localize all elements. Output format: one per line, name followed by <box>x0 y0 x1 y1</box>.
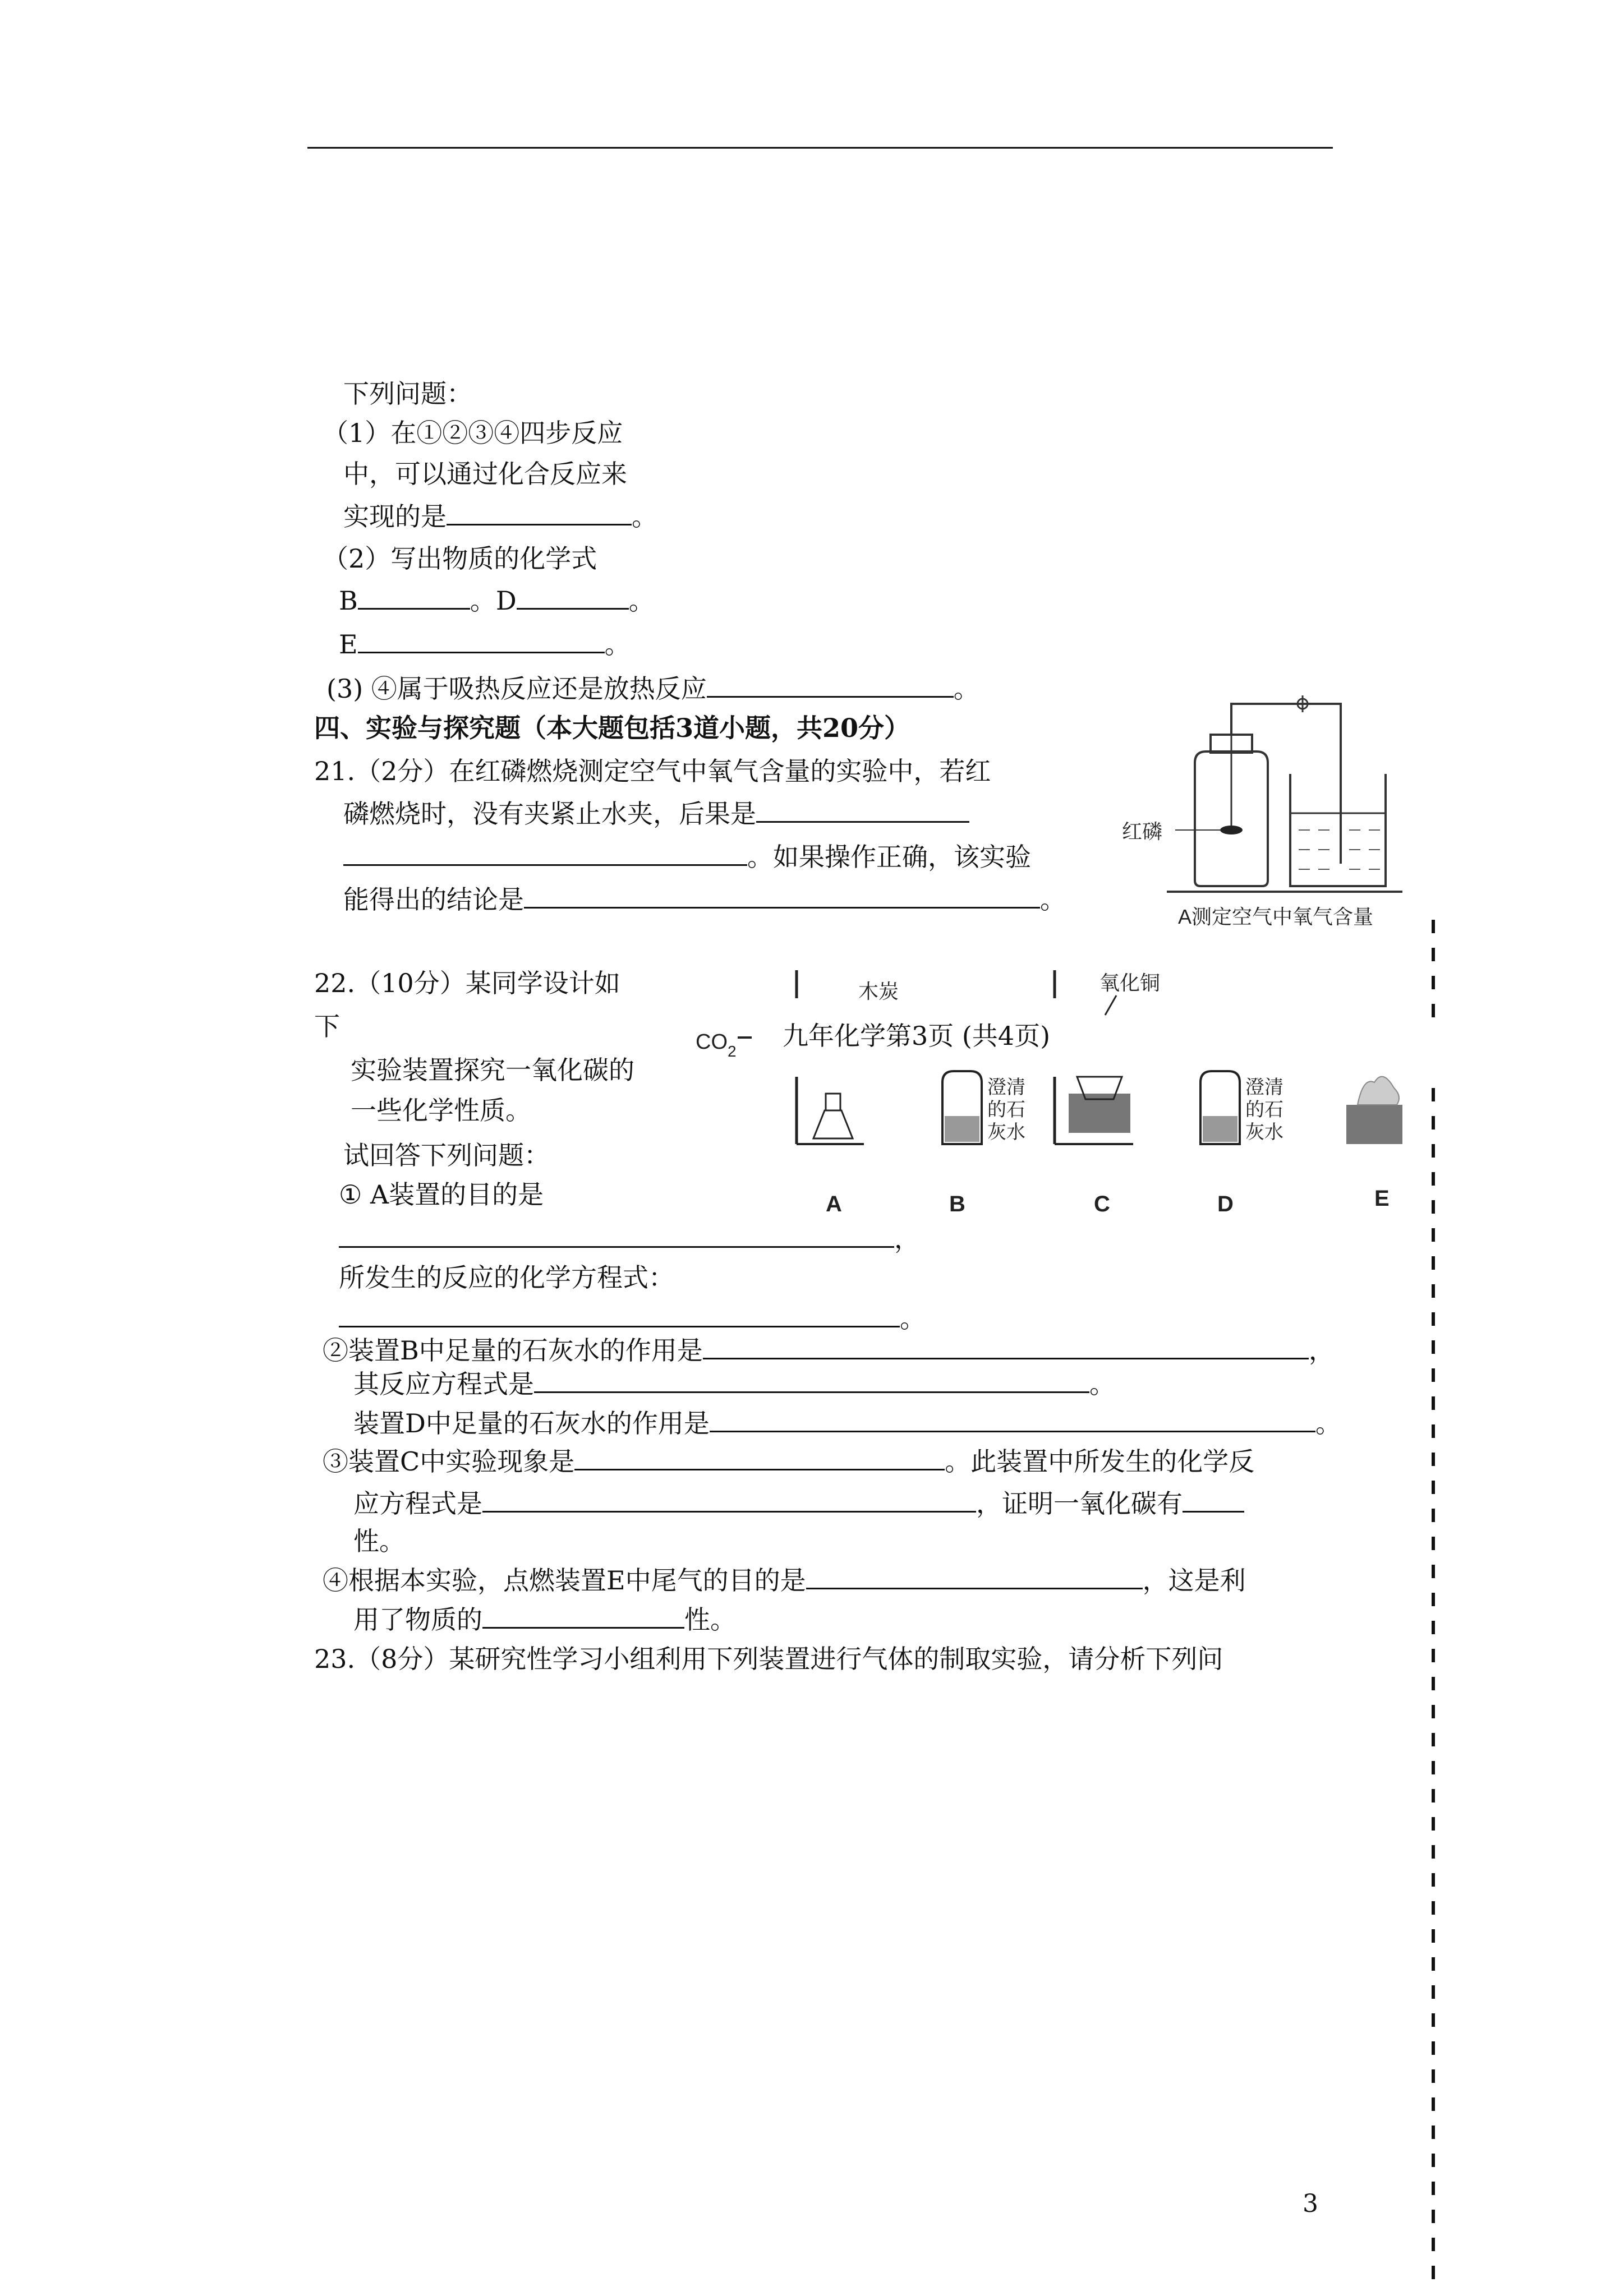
q22-item3a-text2: 。此装置中所发生的化学反 <box>945 1446 1255 1477</box>
label-d: 。D <box>470 585 517 616</box>
dash-segment <box>1432 1088 1435 1101</box>
q22-item2c-text: 装置D中足量的石灰水的作用是 <box>353 1408 710 1439</box>
q20-part2-bd <box>339 583 655 617</box>
dash-segment <box>1432 1312 1435 1326</box>
label-c: C <box>1094 1192 1110 1216</box>
dash-segment <box>1432 1453 1435 1466</box>
q21-line3-text: 。如果操作正确，该实验 <box>747 842 1031 872</box>
dash-segment <box>1432 1565 1435 1578</box>
page-footer-overlay: 九年化学第3页 (共4页) <box>783 1019 1050 1053</box>
limewater-b-line3: 灰水 <box>987 1122 1025 1143</box>
dash-segment <box>1432 1985 1435 1999</box>
q22-item2a-text: ②装置B中足量的石灰水的作用是 <box>323 1335 703 1366</box>
dash-segment <box>1432 1929 1435 1943</box>
limewater-b-line2: 的石 <box>987 1099 1025 1121</box>
label-b: B <box>949 1192 965 1216</box>
q22-item1: ① A装置的目的是 <box>339 1179 544 1210</box>
dash-segment <box>1432 1873 1435 1887</box>
limewater-d-line3: 灰水 <box>1245 1122 1283 1143</box>
q22-item2a <box>323 1333 1335 1367</box>
q20-part3 <box>326 671 979 706</box>
dash-segment <box>1432 2266 1435 2279</box>
dash-segment <box>1432 1200 1435 1214</box>
answer-blank <box>482 1486 976 1513</box>
q22-line1: 22.（10分）某同学设计如 <box>314 968 620 998</box>
dash-segment <box>1432 1481 1435 1494</box>
answer-blank <box>756 796 969 823</box>
q22-item4b-text: 用了物质的 <box>353 1605 482 1635</box>
dash-segment <box>1432 1621 1435 1634</box>
q21-line2-text: 磷燃烧时，没有夹紧止水夹，后果是 <box>343 799 756 829</box>
figure-caption: A测定空气中氧气含量 <box>1178 905 1374 928</box>
period: 。 <box>632 501 657 532</box>
q22-item1-blank <box>339 1221 920 1256</box>
dash-segment <box>1432 2069 1435 2083</box>
q22-item4a <box>323 1563 1246 1597</box>
q22-item4a-text: ④根据本实验，点燃装置E中尾气的目的是 <box>323 1565 806 1596</box>
period: 。 <box>628 585 655 616</box>
q22-item3b-text2: ，证明一氧化碳有 <box>976 1488 1183 1519</box>
dash-segment <box>1432 2154 1435 2167</box>
dash-segment <box>1432 1957 1435 1971</box>
q22-item2b <box>353 1367 1115 1401</box>
answer-blank <box>574 1444 945 1470</box>
q22-item1b-blank <box>339 1301 926 1335</box>
dash-segment <box>1432 1593 1435 1606</box>
dash-segment <box>1432 1817 1435 1831</box>
dash-segment <box>1432 2013 1435 2027</box>
period: 。 <box>604 629 631 660</box>
label-e: E <box>339 629 358 660</box>
label-d: D <box>1217 1192 1234 1216</box>
q20-part1-line1: （1）在①②③④四步反应 <box>323 418 623 448</box>
answer-blank <box>703 1333 1309 1359</box>
answer-blank <box>447 499 632 525</box>
answer-blank <box>517 583 629 610</box>
dash-segment <box>1432 1845 1435 1859</box>
red-phosphorus-apparatus-figure <box>1122 679 1414 937</box>
q22-item3a-text: ③装置C中实验现象是 <box>323 1446 575 1477</box>
dash-segment <box>1432 1144 1435 1158</box>
q22-item2b-text: 其反应方程式是 <box>353 1369 534 1399</box>
answer-blank <box>358 583 470 610</box>
q21-line4 <box>343 882 1066 916</box>
q20-part1-text: 实现的是 <box>343 501 447 532</box>
period: 。 <box>953 674 979 704</box>
answer-blank <box>358 627 605 653</box>
dash-segment <box>1432 948 1435 961</box>
q22-item3b-text: 应方程式是 <box>353 1488 482 1519</box>
comma: ， <box>894 1224 920 1254</box>
dash-segment <box>1432 1004 1435 1017</box>
dash-segment <box>1432 1901 1435 1915</box>
q20-part1-line2: 中，可以通过化合反应来 <box>343 459 627 489</box>
comma: ， <box>1308 1335 1335 1366</box>
label-e: E <box>1374 1186 1390 1211</box>
q22-line4: 试回答下列问题： <box>343 1140 550 1170</box>
label-b: B <box>339 585 358 616</box>
q23-line1: 23.（8分）某研究性学习小组利用下列装置进行气体的制取实验，请分析下列问 <box>314 1644 1223 1674</box>
answer-blank <box>339 1221 894 1248</box>
dash-segment <box>1432 1340 1435 1354</box>
dash-segment <box>1432 1284 1435 1298</box>
period: 。 <box>1089 1369 1115 1399</box>
dash-segment <box>1432 1424 1435 1438</box>
dash-segment <box>1432 920 1435 933</box>
q22-item3c: 性。 <box>353 1526 405 1556</box>
q21-line1: 21.（2分）在红磷燃烧测定空气中氧气含量的实验中，若红 <box>314 756 991 786</box>
limewater-d-line1: 澄清 <box>1245 1077 1283 1098</box>
answer-blank <box>534 1367 1089 1393</box>
period: 。 <box>1040 884 1066 915</box>
dash-segment <box>1432 1396 1435 1410</box>
dash-segment <box>1432 2238 1435 2251</box>
dash-segment <box>1432 1649 1435 1662</box>
dash-segment <box>1432 1705 1435 1718</box>
dash-segment <box>1432 2041 1435 2055</box>
q22-item3b <box>353 1486 1244 1520</box>
q22-item4b <box>353 1602 736 1636</box>
q20-part1-line3 <box>343 499 657 533</box>
answer-blank <box>524 882 1040 909</box>
dash-segment <box>1432 1228 1435 1242</box>
q21-line4-text: 能得出的结论是 <box>343 884 524 915</box>
q22-line3: 一些化学性质。 <box>351 1095 531 1126</box>
section-heading: 四、实验与探究题（本大题包括3道小题，共20分） <box>314 713 910 743</box>
dash-segment <box>1432 2210 1435 2223</box>
answer-blank <box>707 671 954 698</box>
dash-segment <box>1432 1368 1435 1382</box>
limewater-d-line2: 的石 <box>1245 1099 1283 1121</box>
dash-segment <box>1432 1256 1435 1270</box>
red-phosphorus-label: 红磷 <box>1122 820 1163 843</box>
answer-blank <box>1183 1486 1244 1513</box>
dash-segment <box>1432 1509 1435 1522</box>
q22-line1b: 下 <box>314 1011 340 1041</box>
answer-blank <box>710 1406 1315 1432</box>
co-apparatus-figure <box>696 959 1408 1223</box>
dash-segment <box>1432 1116 1435 1129</box>
page-number: 3 <box>1303 2189 1318 2218</box>
co2-label: $CO_2$ <box>696 1030 737 1060</box>
q22-item4b-text2: 性。 <box>684 1605 736 1635</box>
dash-segment <box>1432 2097 1435 2111</box>
answer-blank <box>482 1602 684 1629</box>
q22-item4a-text2: ，这是利 <box>1142 1565 1246 1596</box>
period: 。 <box>1315 1408 1341 1439</box>
copper-oxide-label: 氧化铜 <box>1099 971 1161 994</box>
dash-segment <box>1432 2126 1435 2139</box>
dash-segment <box>1432 1789 1435 1802</box>
q22-item3a <box>323 1444 1254 1478</box>
q20-part3-text: (3) ④属于吸热反应还是放热反应 <box>326 674 707 704</box>
dash-segment <box>1432 2182 1435 2195</box>
q22-line2: 实验装置探究一氧化碳的 <box>351 1055 634 1085</box>
q20-part2-e <box>339 627 631 661</box>
q21-line2 <box>343 796 969 831</box>
label-a: A <box>826 1192 842 1216</box>
header-rule <box>307 147 1333 149</box>
answer-blank <box>806 1563 1143 1589</box>
dash-segment <box>1432 976 1435 989</box>
dash-segment <box>1432 1172 1435 1186</box>
dash-segment <box>1432 1761 1435 1774</box>
q21-line3 <box>343 840 1031 874</box>
dash-segment <box>1432 1537 1435 1550</box>
q20-part2-heading: （2）写出物质的化学式 <box>323 543 597 574</box>
dash-segment <box>1432 1733 1435 1746</box>
answer-blank <box>343 840 747 866</box>
answer-blank <box>339 1301 900 1327</box>
q20-intro: 下列问题： <box>343 379 472 409</box>
dash-segment <box>1432 1677 1435 1690</box>
q22-item2c <box>353 1406 1341 1440</box>
limewater-b-line1: 澄清 <box>987 1077 1025 1098</box>
charcoal-label: 木炭 <box>858 980 899 1003</box>
period: 。 <box>900 1303 926 1334</box>
q22-item1b: 所发生的反应的化学方程式： <box>339 1262 674 1293</box>
